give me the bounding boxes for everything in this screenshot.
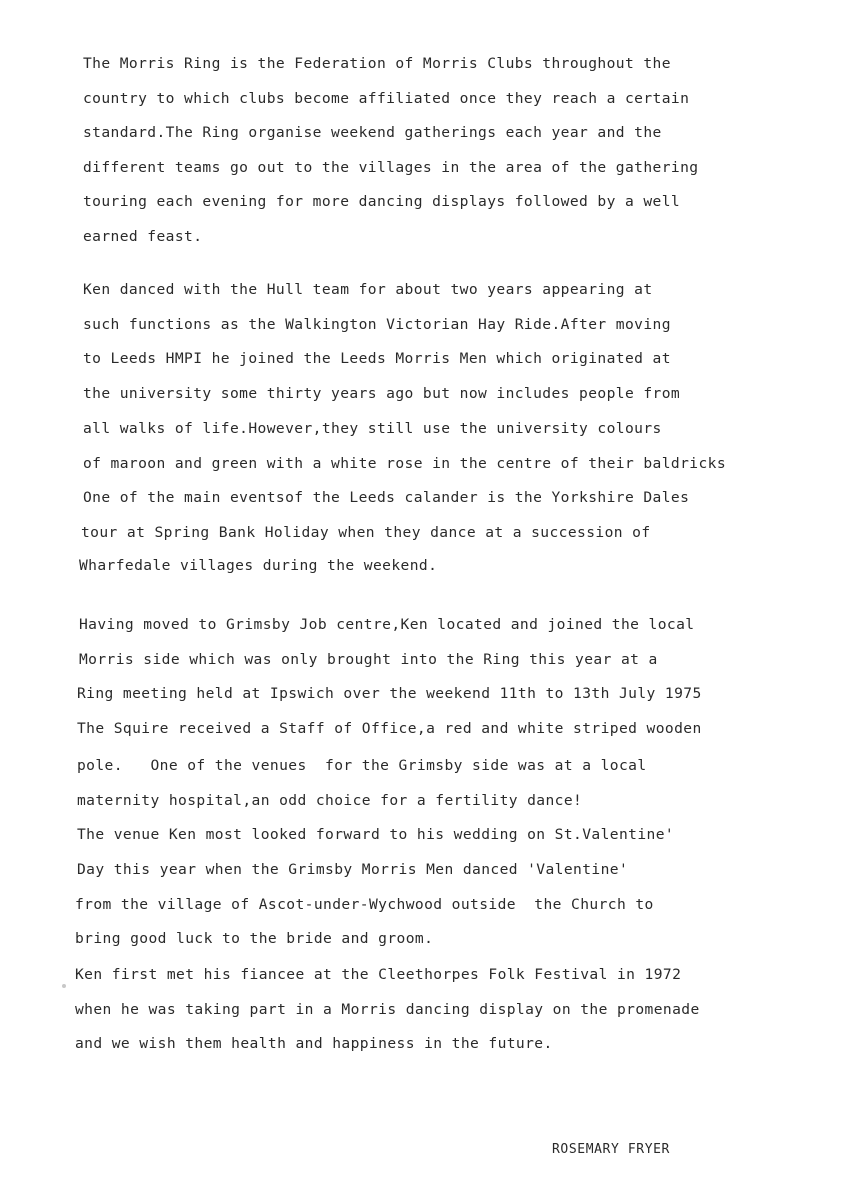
body-text-line: earned feast. [83,228,203,245]
body-text-line: such functions as the Walkington Victorian Hay Ride.After moving [83,316,671,333]
body-text-line: bring good luck to the bride and groom. [75,930,434,947]
body-text-line: maternity hospital,an odd choice for a fertility dance! [77,792,583,809]
body-text-line: and we wish them health and happiness in the future. [75,1035,553,1052]
body-text-line: Having moved to Grimsby Job centre,Ken located and joined the local [79,616,695,633]
body-text-line: standard.The Ring organise weekend gatherings each year and the [83,124,662,141]
body-text-line: different teams go out to the villages in the area of the gathering [83,159,699,176]
body-text-line: from the village of Ascot-under-Wychwood outside the Church to [75,896,654,913]
body-text-line: Day this year when the Grimsby Morris Men danced 'Valentine' [77,861,629,878]
body-text-line: Ken first met his fiancee at the Cleethorpes Folk Festival in 1972 [75,966,682,983]
body-text-line: The Squire received a Staff of Office,a red and white striped wooden [77,720,702,737]
body-text-line: One of the main eventsof the Leeds calander is the Yorkshire Dales [83,489,690,506]
body-text-line: Morris side which was only brought into the Ring this year at a [79,651,658,668]
body-text-line: pole. One of the venues for the Grimsby side was at a local [77,757,647,774]
author-signature: ROSEMARY FRYER [552,1142,670,1157]
body-text-line: Ken danced with the Hull team for about two years appearing at [83,281,653,298]
body-text-line: The Morris Ring is the Federation of Morris Clubs throughout the [83,55,671,72]
body-text-line: the university some thirty years ago but now includes people from [83,385,681,402]
body-text-line: tour at Spring Bank Holiday when they dance at a succession of [81,524,651,541]
body-text-line: to Leeds HMPI he joined the Leeds Morris Men which originated at [83,350,671,367]
body-text-line: when he was taking part in a Morris dancing display on the promenade [75,1001,700,1018]
body-text-line: country to which clubs become affiliated once they reach a certain [83,90,690,107]
body-text-line: Wharfedale villages during the weekend. [79,557,438,574]
body-text-line: Ring meeting held at Ipswich over the weekend 11th to 13th July 1975 [77,685,702,702]
body-text-line: of maroon and green with a white rose in the centre of their baldricks [83,455,727,472]
body-text-line: all walks of life.However,they still use the university colours [83,420,662,437]
scan-speck [62,984,66,988]
body-text-line: touring each evening for more dancing displays followed by a well [83,193,681,210]
body-text-line: The venue Ken most looked forward to his wedding on St.Valentine' [77,826,675,843]
